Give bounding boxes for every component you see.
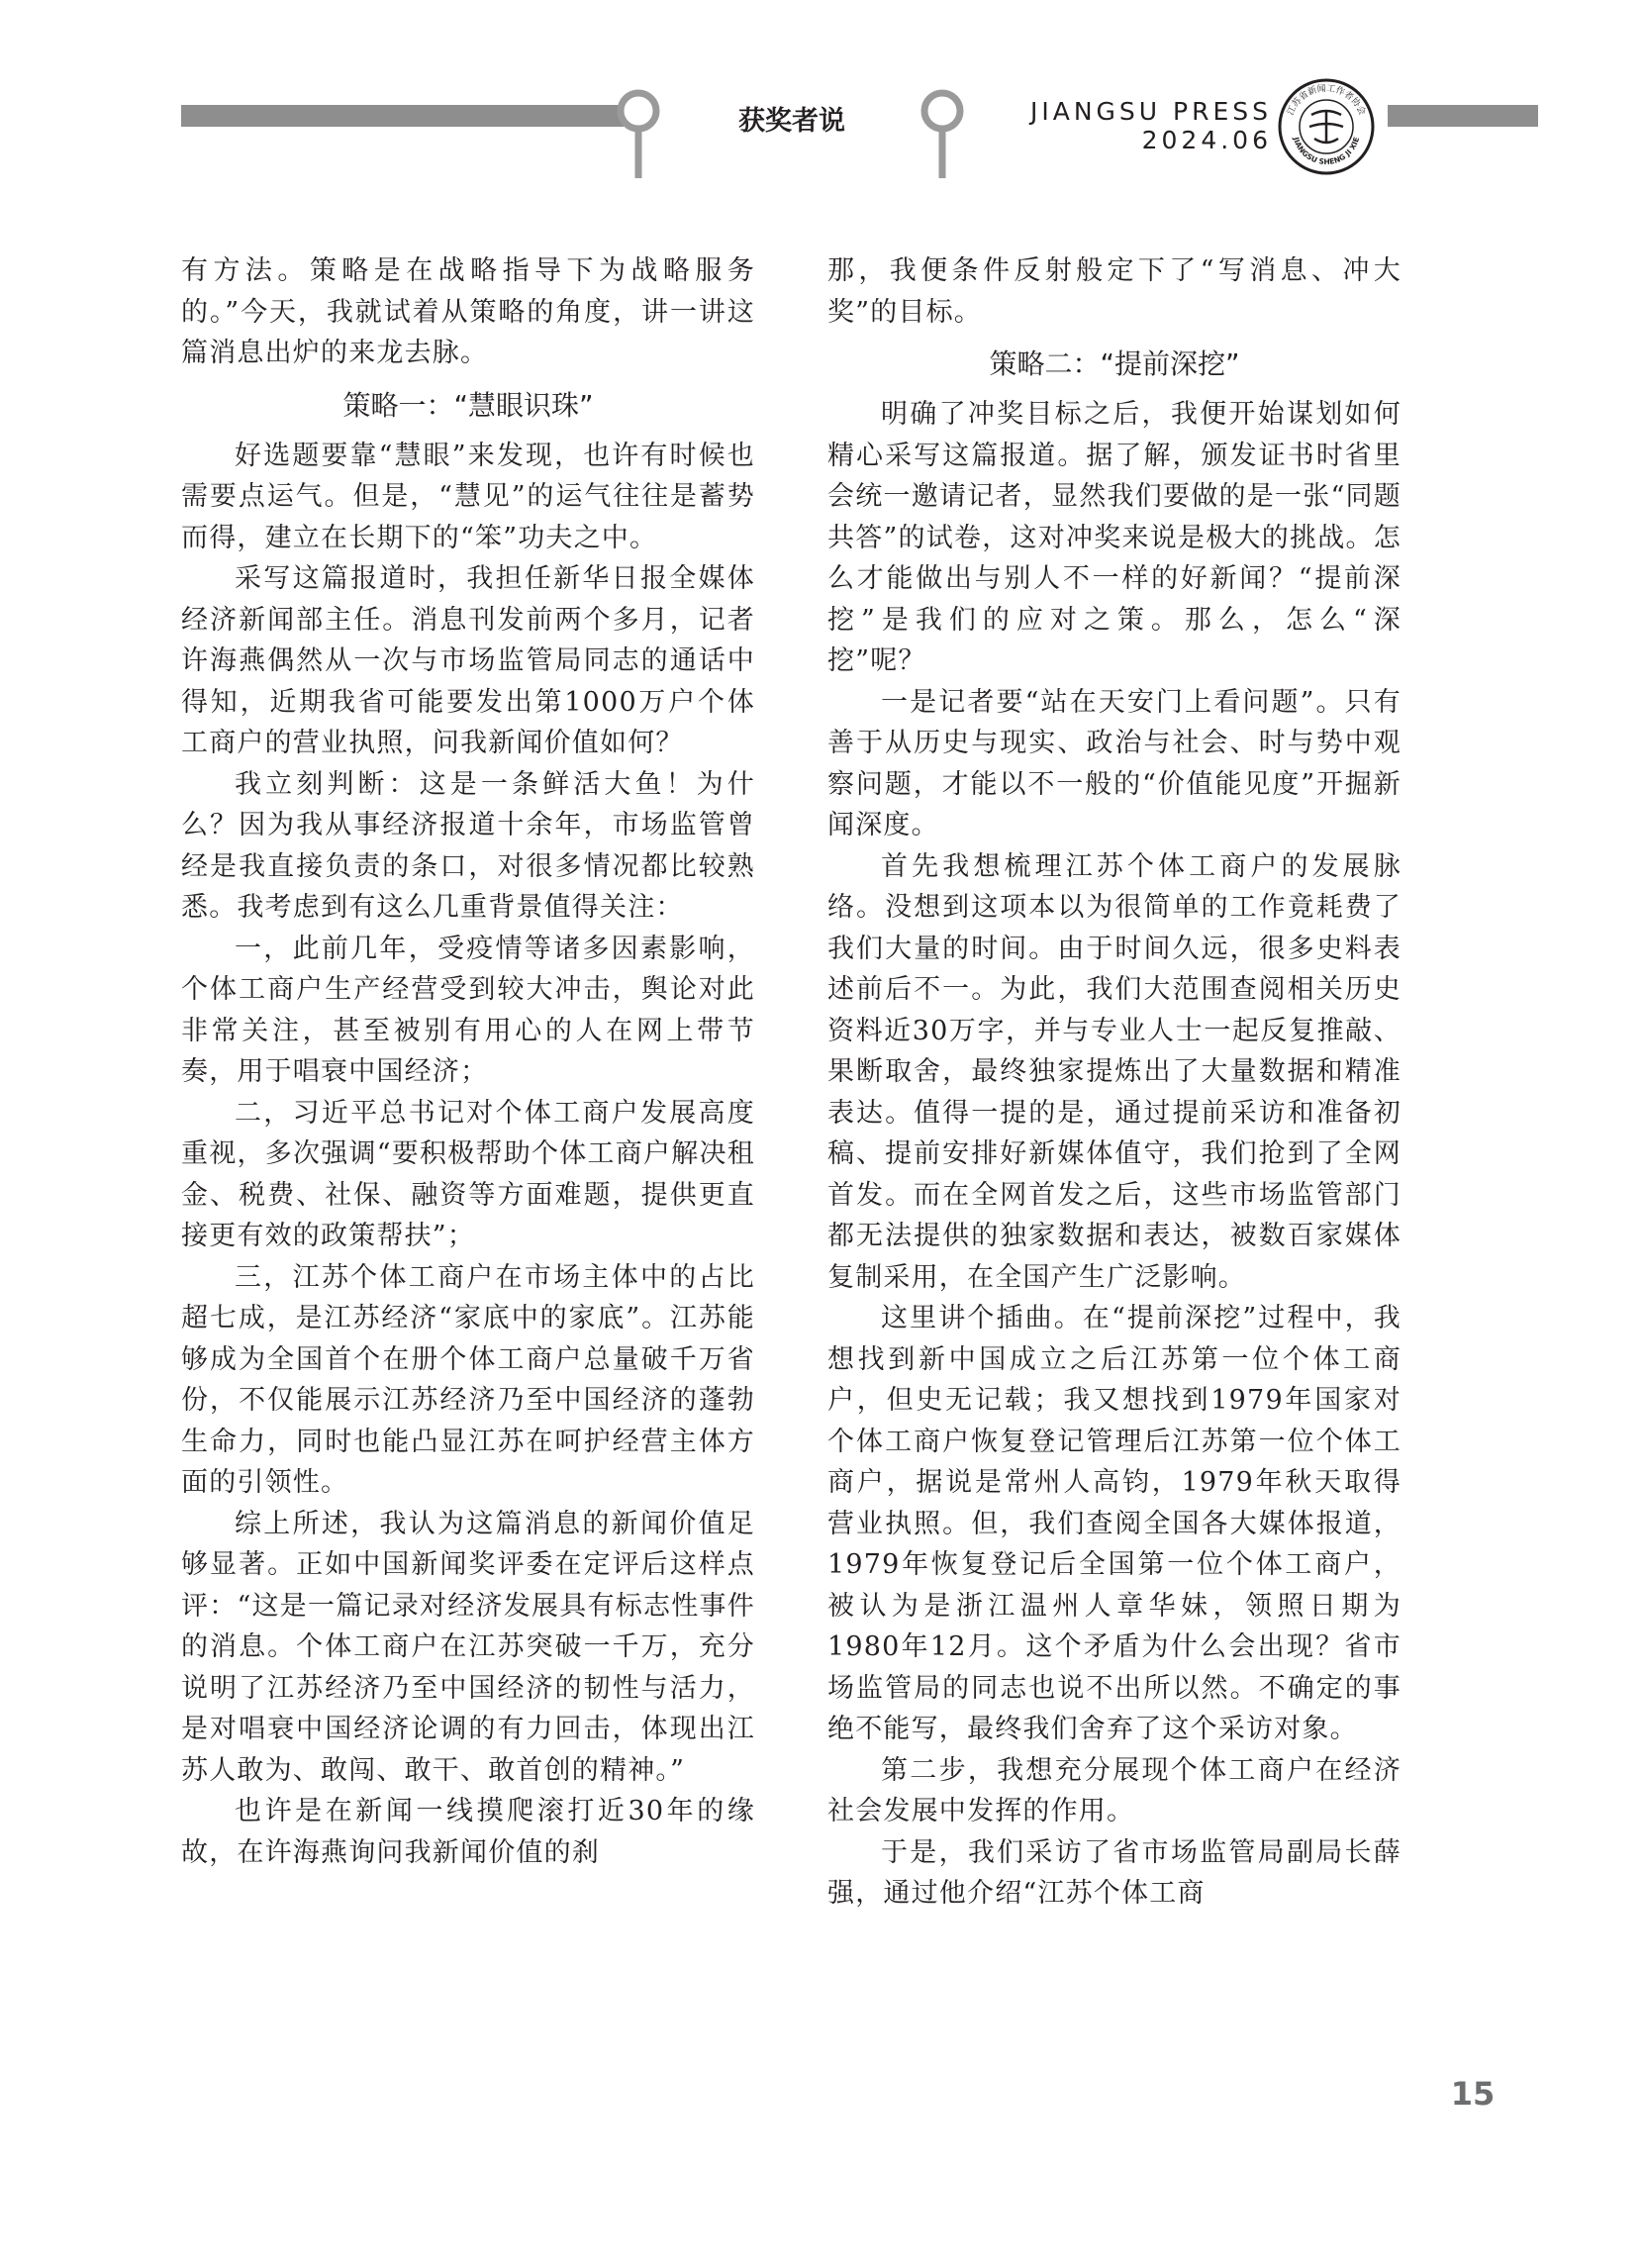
header-bar-left xyxy=(181,105,624,127)
paragraph: 首先我想梳理江苏个体工商户的发展脉络。没想到这项本以为很简单的工作竟耗费了我们大量的时间。由于时间久远，很多史料表述前后不一。为此，我们大范围查阅相关历史资料近30万字，并与专业人士一起反复推敲、果断取舍，最终独家提炼出了大量数据和精准表达。值得一提的是，通过提前采访和准备初稿、提前安排好新媒体值守，我们抢到了全网首发。而在全网首发之后，这些市场监管部门都无法提供的独家数据和表达，被数百家媒体复制采用，在全国产生广泛影响。 xyxy=(827,850,1402,1293)
paragraph: 采写这篇报道时，我担任新华日报全媒体经济新闻部主任。消息刊发前两个多月，记者许海燕偶然从一次与市场监管局同志的通话中得知，近期我省可能要发出第1000万户个体工商户的营业执照，问我新闻价值如何？ xyxy=(181,563,755,758)
header-bar-right xyxy=(1388,105,1538,127)
seal-top-text: 江苏省新闻工作者协会 xyxy=(1286,83,1367,117)
paragraph: 这里讲个插曲。在“提前深挖”过程中，我想找到新中国成立之后江苏第一位个体工商户，但史无记载；我又想找到1979年国家对个体工商户恢复登记管理后江苏第一位个体工商户，据说是常州人高钧，1979年秋天取得营业执照。但，我们查阅全国各大媒体报道，1979年恢复登记后全国第一位个体工商户，被认为是浙江温州人章华妹，领照日期为1980年12月。这个矛盾为什么会出现？省市场监管局的同志也说不出所以然。不确定的事绝不能写，最终我们舍弃了这个采访对象。 xyxy=(827,1303,1402,1744)
left-column xyxy=(181,250,755,1873)
paragraph: 也许是在新闻一线摸爬滚打近30年的缘故，在许海燕询问我新闻价值的刹 xyxy=(181,1796,755,1868)
section-title: 获奖者说 xyxy=(738,106,845,137)
press-date: 2024.06 xyxy=(1141,126,1272,154)
page-number: 15 xyxy=(1450,2075,1496,2113)
subheading-strategy-one: 策略一：“慧眼识珠” xyxy=(342,388,594,422)
paragraph: 一，此前几年，受疫情等诸多因素影响，个体工商户生产经营受到较大冲击，舆论对此非常关注，甚至被别有用心的人在网上带节奏，用于唱衰中国经济； xyxy=(181,933,755,1087)
paragraph: 于是，我们采访了省市场监管局副局长薛强，通过他介绍“江苏个体工商 xyxy=(827,1836,1402,1909)
map-pin-icon xyxy=(917,89,968,180)
right-column xyxy=(827,250,1402,1915)
paragraph: 那，我便条件反射般定下了“写消息、冲大奖”的目标。 xyxy=(827,255,1402,328)
paragraph: 一是记者要“站在天安门上看问题”。只有善于从历史与现实、政治与社会、时与势中观察问题，才能以不一般的“价值能见度”开掘新闻深度。 xyxy=(827,686,1402,840)
paragraph: 有方法。策略是在战略指导下为战略服务的。”今天，我就试着从策略的角度，讲一讲这篇消息出炉的来龙去脉。 xyxy=(181,255,755,368)
paragraph: 我立刻判断：这是一条鲜活大鱼！为什么？因为我从事经济报道十余年，市场监管曾经是我直接负责的条口，对很多情况都比较熟悉。我考虑到有这么几重背景值得关注： xyxy=(181,768,755,923)
press-name: JIANGSU PRESS xyxy=(1029,97,1272,126)
paragraph: 明确了冲奖目标之后，我便开始谋划如何精心采写这篇报道。据了解，颁发证书时省里会统一邀请记者，显然我们要做的是一张“同题共答”的试卷，这对冲奖来说是极大的挑战。怎么才能做出与别人不一样的好新闻？“提前深挖”是我们的应对之策。那么，怎么“深挖”呢？ xyxy=(827,399,1402,676)
association-seal-icon xyxy=(1277,77,1376,176)
paragraph: 综上所述，我认为这篇消息的新闻价值足够显著。正如中国新闻奖评委在定评后这样点评：“这是一篇记录对经济发展具有标志性事件的消息。个体工商户在江苏突破一千万，充分说明了江苏经济乃至中国经济的韧性与活力，是对唱衰中国经济论调的有力回击，体现出江苏人敢为、敢闯、敢干、敢首创的精神。” xyxy=(181,1508,755,1786)
paragraph: 二，习近平总书记对个体工商户发展高度重视，多次强调“要积极帮助个体工商户解决租金、税费、社保、融资等方面难题，提供更直接更有效的政策帮扶”； xyxy=(181,1097,755,1251)
paragraph: 第二步，我想充分展现个体工商户在经济社会发展中发挥的作用。 xyxy=(827,1754,1402,1826)
paragraph: 三，江苏个体工商户在市场主体中的占比超七成，是江苏经济“家底中的家底”。江苏能够成为全国首个在册个体工商户总量破千万省份，不仅能展示江苏经济乃至中国经济的蓬勃生命力，同时也能凸显江苏在呵护经营主体方面的引领性。 xyxy=(181,1261,755,1498)
paragraph: 好选题要靠“慧眼”来发现，也许有时候也需要点运气。但是，“慧见”的运气往往是蓄势而得，建立在长期下的“笨”功夫之中。 xyxy=(181,440,755,553)
seal-bottom-text: JIANGSU SHENG JI XIE xyxy=(1291,136,1362,167)
map-pin-icon xyxy=(613,89,664,180)
subheading-strategy-two: 策略二：“提前深挖” xyxy=(989,347,1240,380)
